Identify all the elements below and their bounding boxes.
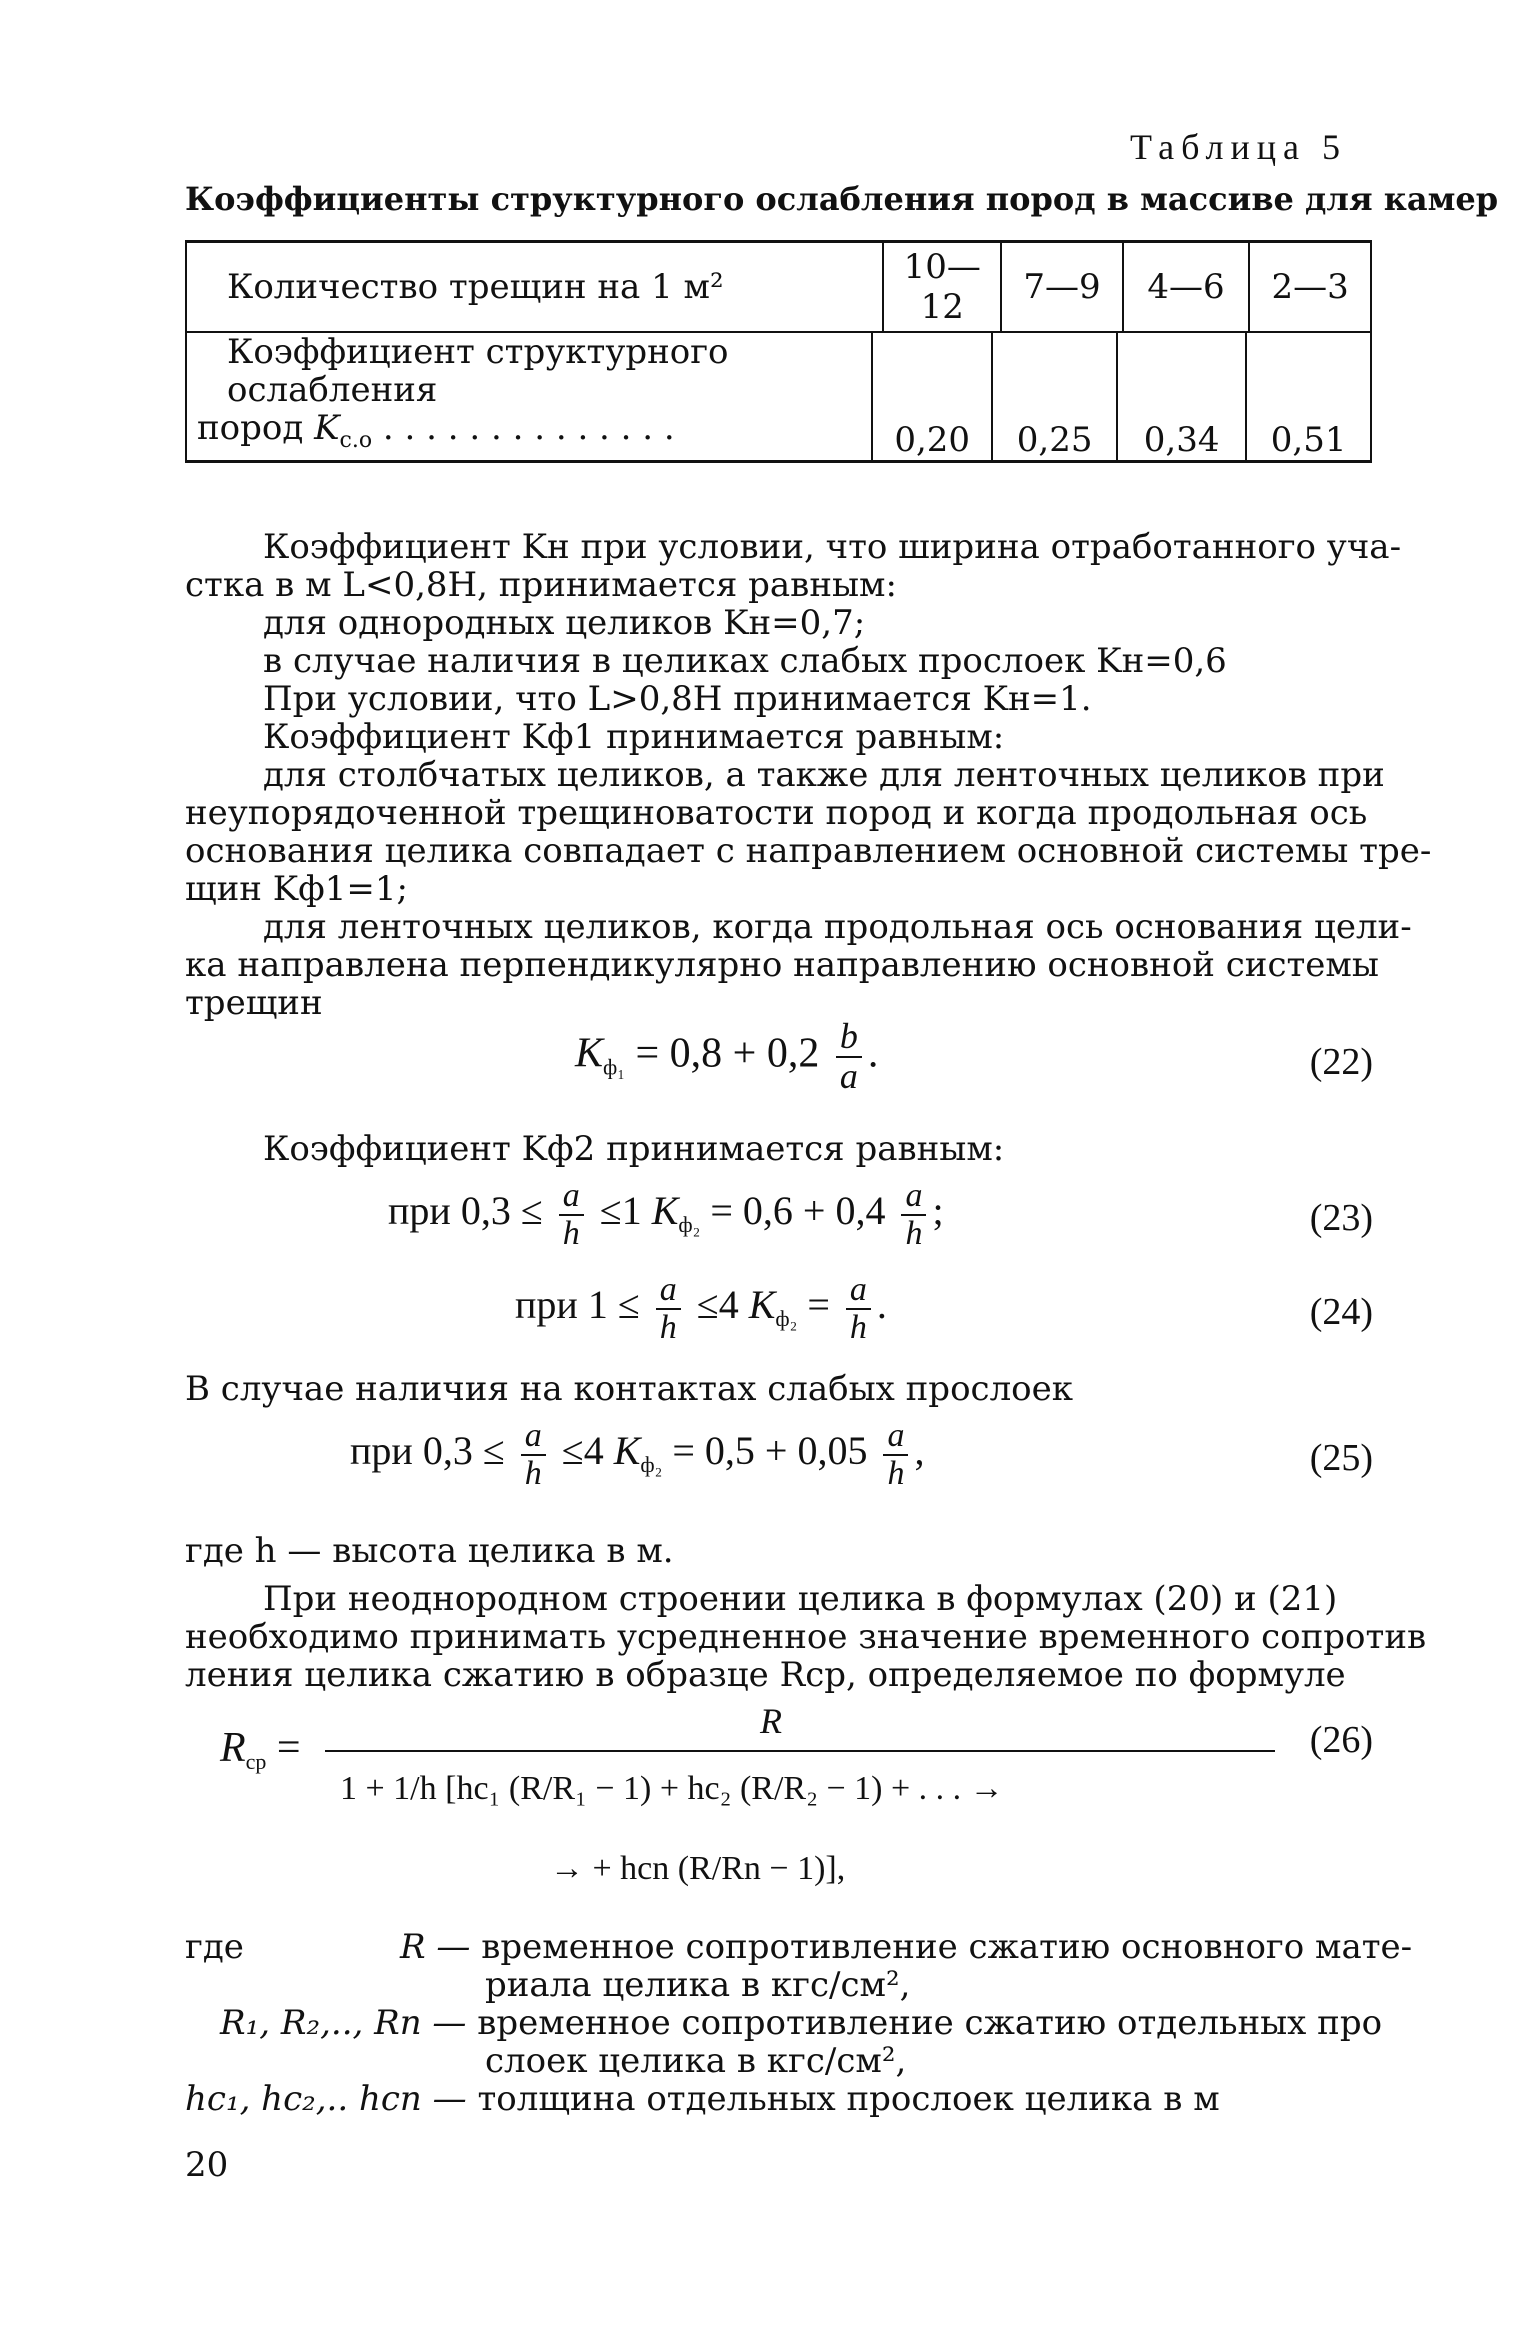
eq24-pre: при 1 ≤ <box>515 1281 640 1327</box>
table-value-cell: 0,25 <box>992 333 1117 460</box>
eq22-lhs: K <box>575 1030 604 1077</box>
table-title: Коэффициенты структурного ослабления пород в массиве для камер <box>185 180 1499 218</box>
text-line: стка в м L<0,8H, принимается равным: <box>185 565 897 605</box>
eq24-tail: . <box>876 1281 887 1327</box>
table-value-cell: 0,20 <box>872 333 992 460</box>
definition-text: временное сопротивление сжатию отдельных про <box>477 2003 1383 2043</box>
eq25-tail: , <box>914 1427 925 1473</box>
eq24-lhs: K <box>748 1281 776 1327</box>
eq23-num1: a <box>559 1178 584 1216</box>
definition-term: R₁, R₂,.., Rn — <box>220 2003 467 2043</box>
text-line: При условии, что L>0,8H принимается Kн=1. <box>263 679 1092 719</box>
text-line: Коэффициент Kф1 принимается равным: <box>263 717 1005 757</box>
text-line: для столбчатых целиков, а также для ленточных целиков при <box>263 755 1385 795</box>
equation-number: (25) <box>1309 1437 1373 1479</box>
table-header-cell: 10—12 <box>883 243 1001 331</box>
table-header-row <box>186 243 1371 331</box>
table-header-cell: 2—3 <box>1249 243 1371 331</box>
text-line: трещин <box>185 983 323 1023</box>
eq25-pre: при 0,3 ≤ <box>350 1427 505 1473</box>
eq24-num2: a <box>846 1272 871 1310</box>
paragraph-1 <box>185 527 1432 1023</box>
text-line: для однородных целиков Kн=0,7; <box>263 603 866 643</box>
eq23-tail: ; <box>932 1187 944 1233</box>
text-line: неупорядоченной трещиноватости пород и когда продольная ось <box>185 793 1368 833</box>
eq26-lhs: R <box>220 1725 246 1771</box>
equation-number: (23) <box>1309 1197 1373 1239</box>
coefficients-table <box>185 240 1372 463</box>
text-line: При неоднородном строении целика в формулах (20) и (21) <box>263 1579 1338 1619</box>
eq22-tail: . <box>867 1030 879 1077</box>
paragraph-3: В случае наличия на контактах слабых прослоек <box>185 1369 1074 1409</box>
where-label: где <box>185 1927 244 1967</box>
definition-text-cont: риала целика в кгс/см², <box>485 1965 911 2005</box>
row-label-symbol: K <box>314 408 340 448</box>
table-value-cell: 0,34 <box>1117 333 1246 460</box>
eq26-denominator-line1: 1 + 1/h [hc₁ (R/R₁ − 1) + hc₂ (R/R₂ − 1) + . . . → <box>340 1770 1004 1807</box>
text-line: в случае наличия в целиках слабых прослоек Kн=0,6 <box>263 641 1227 681</box>
equation-number: (22) <box>1309 1041 1373 1083</box>
definition-term: R — <box>400 1927 471 1967</box>
eq24-num1: a <box>656 1272 681 1310</box>
eq24-rhs: = <box>807 1281 830 1327</box>
eq25-lhs: K <box>613 1427 641 1473</box>
paragraph-5 <box>185 1580 1426 1694</box>
eq26-numerator: R <box>760 1701 782 1741</box>
eq23-pre: при 0,3 ≤ <box>388 1187 543 1233</box>
table-caption: Таблица 5 <box>1130 127 1347 167</box>
page-number: 20 <box>185 2145 229 2185</box>
row-label-subscript: с.о <box>339 428 373 453</box>
eq23-lhs-sub: ф₂ <box>678 1211 701 1237</box>
table-data-row <box>186 333 1371 460</box>
text-line: ления целика сжатию в образце Rср, определяемое по формуле <box>185 1655 1346 1695</box>
eq23-rhs: = 0,6 + 0,4 <box>710 1187 886 1233</box>
eq25-mid: ≤4 <box>561 1427 604 1473</box>
definition-text: толщина отдельных прослоек целика в м <box>477 2079 1220 2119</box>
equation-23 <box>388 1178 944 1251</box>
eq22-num: b <box>836 1018 862 1058</box>
text-line: основания целика совпадает с направлением основной системы тре- <box>185 831 1432 871</box>
definition-term: hc₁, hc₂,.. hcn — <box>185 2079 467 2119</box>
table-value-cell: 0,51 <box>1246 333 1371 460</box>
eq22-lhs-sub: ф₁ <box>603 1054 625 1080</box>
equation-24 <box>515 1272 887 1345</box>
row-label-prefix: пород <box>197 408 304 448</box>
table-header-cell: 4—6 <box>1123 243 1249 331</box>
eq22-rhs: = 0,8 + 0,2 <box>635 1030 820 1077</box>
equation-number: (24) <box>1309 1291 1373 1333</box>
text-line: щин Kф1=1; <box>185 869 408 909</box>
eq25-lhs-sub: ф₂ <box>640 1451 663 1477</box>
eq25-num1: a <box>521 1418 546 1456</box>
eq24-den1: h <box>659 1308 677 1346</box>
equation-number: (26) <box>1309 1719 1373 1761</box>
definition-item <box>400 1928 1412 1966</box>
row-label-line1: Коэффициент структурного ослабления <box>227 332 729 410</box>
eq25-den2: h <box>887 1454 905 1492</box>
text-line: Коэффициент Kн при условии, что ширина отработанного уча- <box>263 527 1402 567</box>
paragraph-2: Коэффициент Kф2 принимается равным: <box>263 1129 1005 1169</box>
equation-25 <box>350 1418 924 1491</box>
eq22-den: a <box>839 1055 858 1096</box>
definition-item <box>185 2080 1220 2118</box>
eq23-mid: ≤1 <box>599 1187 642 1233</box>
eq23-den1: h <box>562 1214 580 1252</box>
definition-text-cont: слоек целика в кгс/см², <box>485 2041 907 2081</box>
eq25-rhs: = 0,5 + 0,05 <box>672 1427 868 1473</box>
eq23-num2: a <box>901 1178 926 1216</box>
definition-text: временное сопротивление сжатию основного мате- <box>481 1927 1413 1967</box>
eq24-den2: h <box>849 1308 867 1346</box>
equation-22 <box>575 1018 878 1096</box>
eq26-denominator-line2: → + hcn (R/Rn − 1)], <box>550 1850 846 1887</box>
eq25-num2: a <box>883 1418 908 1456</box>
eq23-den2: h <box>905 1214 923 1252</box>
eq26-lhs-sub: ср <box>245 1749 267 1774</box>
equation-26 <box>220 1700 1320 1930</box>
eq25-den1: h <box>524 1454 542 1492</box>
eq24-lhs-sub: ф₂ <box>775 1305 798 1331</box>
table-header-cell: 7—9 <box>1001 243 1123 331</box>
row-label-dots: . . . . . . . . . . . . . . <box>372 408 675 448</box>
eq23-lhs: K <box>651 1187 679 1233</box>
eq26-equals: = <box>276 1725 301 1771</box>
paragraph-4: где h — высота целика в м. <box>185 1531 674 1571</box>
text-line: для ленточных целиков, когда продольная ось основания цели- <box>263 907 1412 947</box>
text-line: необходимо принимать усредненное значение временного сопротив <box>185 1617 1427 1657</box>
table-header-label: Количество трещин на 1 м² <box>186 243 883 331</box>
definition-item <box>220 2004 1382 2042</box>
eq24-mid: ≤4 <box>696 1281 739 1327</box>
text-line: ка направлена перпендикулярно направлению основной системы <box>185 945 1379 985</box>
eq26-fraction-bar <box>325 1750 1275 1752</box>
